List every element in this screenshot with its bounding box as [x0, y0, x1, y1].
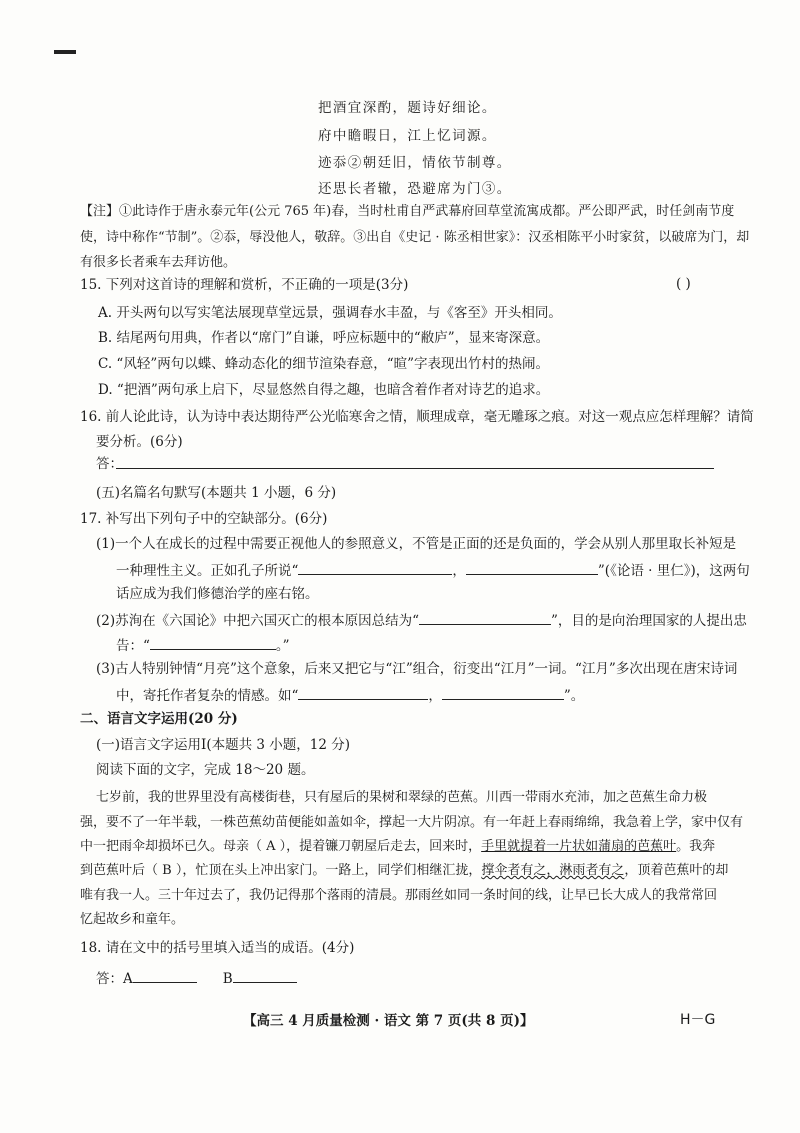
passage-line-4-end: ，顶着芭蕉叶的却 [624, 863, 729, 878]
q17-p2b-post: 。” [275, 638, 290, 654]
blank-a[interactable] [133, 968, 197, 983]
passage-line-4-start: 到芭蕉叶后（ B ），忙顶在头上冲出家门。一路上，同学们相继汇拢， [80, 863, 482, 878]
q16-line-1: 16. 前人论此诗，认为诗中表达期待严公光临寒舍之情，顺理成章，毫无雕琢之痕。对这一观点应怎样理解？请简 [80, 409, 754, 425]
poem-line-3: 迹忝②朝廷旧，情依节制尊。 [318, 155, 512, 171]
blank-6[interactable] [442, 685, 564, 700]
blank-b[interactable] [233, 968, 297, 983]
section-5-heading: (五)名篇名句默写(本题共 1 小题，6 分) [96, 485, 337, 501]
q17-p2-post: ”，目的是向治理国家的人提出忠 [551, 613, 747, 629]
q17-p3-pre: 中，寄托作者复杂的情感。如“ [116, 688, 299, 704]
corner-mark [54, 50, 76, 54]
section-2a-heading: (一)语言文字运用Ⅰ(本题共 3 小题，12 分) [96, 737, 351, 753]
q16-answer-label: 答： [96, 456, 123, 472]
q17-p3-mid: ， [428, 688, 442, 704]
passage-line-6: 忆起故乡和童年。 [80, 912, 185, 927]
q15-option-d: D. “把酒”两句承上启下，尽显悠然自得之趣，也暗含着作者对诗艺的追求。 [98, 382, 550, 398]
passage-line-4 [80, 862, 728, 880]
blank-1[interactable] [298, 560, 452, 575]
q17-p1-line-3: 话应成为我们修德治学的座右铭。 [116, 586, 319, 602]
note-line-2: 使，诗中称作“节制”。②忝，辱没他人，敬辞。③出自《史记 · 陈丞相世家》：汉丞相陈平小时家贫，以破席为门，却 [80, 230, 750, 245]
q17-p2-pre: (2)苏洵在《六国论》中把六国灭亡的根本原因总结为“ [96, 613, 420, 629]
q15-answer-paren[interactable]: ( ) [676, 276, 691, 292]
q18-answer-a: 答：A [96, 971, 133, 987]
section-2-heading: 二、语言文字运用(20 分) [80, 711, 238, 727]
q15-option-c: C. “风轻”两句以蝶、蜂动态化的细节渲染春意，“暄”字表现出竹村的热闹。 [98, 356, 550, 372]
reading-intro: 阅读下面的文字，完成 18～20 题。 [96, 762, 315, 778]
q16-answer-line[interactable] [116, 468, 714, 469]
passage-line-3-end: 。我奔 [676, 839, 716, 854]
passage-line-1: 七岁前，我的世界里没有高楼街巷，只有屋后的果树和翠绿的芭蕉。川西一带雨水充沛，加之芭蕉生命力极 [96, 790, 708, 805]
passage-line-3-start: 中一把雨伞却损坏已久。母亲（ A ），提着镰刀朝屋后走去，回来时， [80, 839, 482, 854]
q15-stem: 15. 下列对这首诗的理解和赏析，不正确的一项是(3分) [80, 277, 409, 293]
passage-line-5: 唯有我一人。三十年过去了，我仍记得那个落雨的清晨。那雨丝如同一条时间的线，让早已长大成人的我常常回 [80, 888, 718, 903]
q18-stem: 18. 请在文中的括号里填入适当的成语。(4分) [80, 940, 355, 956]
blank-3[interactable] [419, 610, 551, 625]
q17-p1-pre: 一种理性主义。正如孔子所说“ [116, 563, 299, 579]
q17-p2-line-2 [116, 635, 290, 655]
passage-line-2: 强，要不了一年半载，一株芭蕉幼苗便能如盖如伞，撑起一大片阴凉。有一年赶上春雨绵绵，我急着上学，家中仅有 [80, 815, 744, 830]
q18-answer [96, 968, 297, 988]
q17-p1-line-2 [116, 560, 750, 580]
paper-code: H－G [680, 1012, 716, 1028]
q17-p3-line-1: (3)古人特别钟情“月亮”这个意象，后来又把它与“江”组合，衍变出“江月”一词。“江月”多次出现在唐宋诗词 [96, 661, 738, 677]
q17-p1-mid: ， [452, 563, 466, 579]
q15-option-a: A. 开头两句以写实笔法展现草堂远景，强调春水丰盈，与《客至》开头相同。 [98, 305, 562, 321]
poem-line-1: 把酒宜深酌，题诗好细论。 [318, 100, 497, 116]
poem-line-2: 府中瞻暇日，江上忆词源。 [318, 128, 497, 144]
page-footer: 【高三 4 月质量检测 · 语文 第 7 页(共 8 页)】 [243, 1013, 534, 1029]
blank-2[interactable] [466, 560, 598, 575]
q17-p2b-pre: 告：“ [116, 638, 150, 654]
note-line-1: 【注】①此诗作于唐永泰元年(公元 765 年)春，当时杜甫自严武幕府回草堂流寓成都。严公即严武，时任剑南节度 [80, 204, 735, 219]
q16-line-2: 要分析。(6分) [96, 434, 183, 450]
blank-4[interactable] [150, 635, 276, 650]
q17-p2-line-1 [96, 610, 747, 630]
blank-5[interactable] [298, 685, 428, 700]
q17-p3-post: ”。 [563, 688, 585, 704]
passage-line-3 [80, 838, 715, 856]
poem-line-4: 还思长者辙，恐避席为门③。 [318, 181, 512, 197]
q17-p1-line-1: (1)一个人在成长的过程中需要正视他人的参照意义，不管是正面的还是负面的，学会从别人那里取长补短是 [96, 536, 737, 552]
q17-p1-post: ”(《论语 · 里仁》)，这两句 [597, 563, 750, 579]
note-line-3: 有很多长者乘车去拜访他。 [80, 255, 237, 270]
q17-stem: 17. 补写出下列句子中的空缺部分。(6分) [80, 511, 328, 527]
q18-answer-b: B [222, 971, 233, 987]
underlined-sentence: 手里就提着一片状如蒲扇的芭蕉叶 [481, 839, 677, 854]
q17-p3-line-2 [116, 685, 584, 705]
wavy-underlined-phrase: 撑伞者有之，淋雨者有之 [481, 863, 625, 878]
q15-option-b: B. 结尾两句用典，作者以“席门”自谦，呼应标题中的“敝庐”，显来寄深意。 [98, 330, 550, 346]
